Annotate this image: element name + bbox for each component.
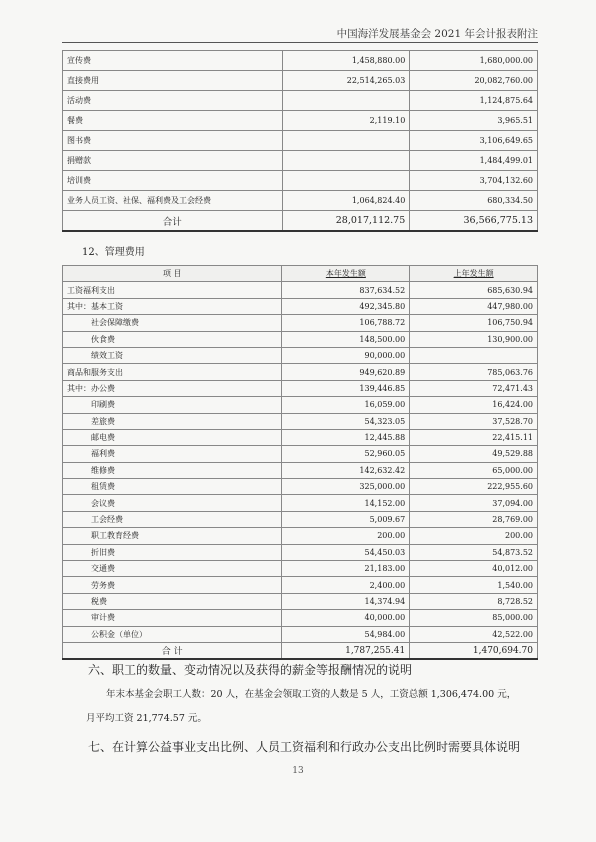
- table-row: [63, 380, 538, 396]
- previous-year-cell: 3,106,649.65: [410, 131, 538, 151]
- item-cell: 绩效工资: [63, 347, 282, 363]
- previous-year-cell: [410, 347, 538, 363]
- table-row: [63, 561, 538, 577]
- current-year-cell: 14,374.94: [282, 593, 410, 609]
- previous-year-cell: 680,334.50: [410, 191, 538, 211]
- header-previous: 上年发生额: [410, 266, 538, 282]
- previous-year-cell: 37,528.70: [410, 413, 538, 429]
- table-row: [63, 131, 538, 151]
- table-row: [63, 171, 538, 191]
- table-row: [63, 610, 538, 626]
- table-row: [63, 429, 538, 445]
- table-row: [63, 298, 538, 314]
- item-cell: 商品和服务支出: [63, 364, 282, 380]
- current-year-cell: 148,500.00: [282, 331, 410, 347]
- section-6-paragraph-cont: 月平均工资 21,774.57 元。: [86, 713, 207, 724]
- table-row: [63, 71, 538, 91]
- current-year-cell: 5,009.67: [282, 511, 410, 527]
- item-cell: 伙食费: [63, 331, 282, 347]
- total-current: 28,017,112.75: [282, 211, 410, 232]
- table-row: [63, 191, 538, 211]
- current-year-cell: 949,620.89: [282, 364, 410, 380]
- current-year-cell: 54,450.03: [282, 544, 410, 560]
- table-row: [63, 347, 538, 363]
- previous-year-cell: 54,873.52: [410, 544, 538, 560]
- current-year-cell: 12,445.88: [282, 429, 410, 445]
- item-cell: 图书费: [63, 131, 283, 151]
- current-year-cell: [282, 131, 410, 151]
- previous-year-cell: 37,094.00: [410, 495, 538, 511]
- previous-year-cell: 49,529.88: [410, 446, 538, 462]
- item-cell: 培训费: [63, 171, 283, 191]
- management-expense-table: [62, 265, 538, 660]
- total-label: 合 计: [63, 642, 282, 659]
- current-year-cell: 14,152.00: [282, 495, 410, 511]
- current-year-cell: 1,458,880.00: [282, 51, 410, 71]
- current-year-cell: 837,634.52: [282, 282, 410, 298]
- current-year-cell: 90,000.00: [282, 347, 410, 363]
- section-6-heading: 六、职工的数量、变动情况以及获得的薪金等报酬情况的说明: [88, 663, 413, 677]
- total-previous: 1,470,694.70: [410, 642, 538, 659]
- current-year-cell: 200.00: [282, 528, 410, 544]
- previous-year-cell: 130,900.00: [410, 331, 538, 347]
- current-year-cell: 325,000.00: [282, 479, 410, 495]
- previous-year-cell: 3,965.51: [410, 111, 538, 131]
- item-cell: 折旧费: [63, 544, 282, 560]
- previous-year-cell: 1,540.00: [410, 577, 538, 593]
- current-year-cell: 142,632.42: [282, 462, 410, 478]
- table-row: [63, 528, 538, 544]
- current-year-cell: [282, 151, 410, 171]
- current-year-cell: 52,960.05: [282, 446, 410, 462]
- table-row: [63, 462, 538, 478]
- item-cell: 邮电费: [63, 429, 282, 445]
- item-cell: 福利费: [63, 446, 282, 462]
- previous-year-cell: 1,124,875.64: [410, 91, 538, 111]
- table-row: [63, 51, 538, 71]
- page-header: 中国海洋发展基金会 2021 年会计报表附注: [336, 28, 538, 40]
- item-cell: 社会保障缴费: [63, 315, 282, 331]
- current-year-cell: 2,400.00: [282, 577, 410, 593]
- item-cell: 印刷费: [63, 397, 282, 413]
- table-row: [63, 91, 538, 111]
- item-cell: 维修费: [63, 462, 282, 478]
- item-cell: 职工教育经费: [63, 528, 282, 544]
- header-current: 本年发生额: [282, 266, 410, 282]
- previous-year-cell: 1,484,499.01: [410, 151, 538, 171]
- item-cell: 捐赠款: [63, 151, 283, 171]
- item-cell: 直接费用: [63, 71, 283, 91]
- table-row: [63, 511, 538, 527]
- table-header-row: [63, 266, 538, 282]
- table-row: [63, 282, 538, 298]
- table-row: [63, 397, 538, 413]
- previous-year-cell: 42,522.00: [410, 626, 538, 642]
- table-row: [63, 577, 538, 593]
- item-cell: 宣传费: [63, 51, 283, 71]
- previous-year-cell: 785,063.76: [410, 364, 538, 380]
- current-year-cell: 139,446.85: [282, 380, 410, 396]
- previous-year-cell: 72,471.43: [410, 380, 538, 396]
- previous-year-cell: 40,012.00: [410, 561, 538, 577]
- current-year-cell: 54,323.05: [282, 413, 410, 429]
- current-year-cell: 2,119.10: [282, 111, 410, 131]
- total-label: 合计: [63, 211, 283, 232]
- previous-year-cell: 1,680,000.00: [410, 51, 538, 71]
- table-row: [63, 446, 538, 462]
- total-row: [63, 642, 538, 659]
- table-row: [63, 593, 538, 609]
- previous-year-cell: 8,728.52: [410, 593, 538, 609]
- item-cell: 业务人员工资、社保、福利费及工会经费: [63, 191, 283, 211]
- table-row: [63, 111, 538, 131]
- current-year-cell: 21,183.00: [282, 561, 410, 577]
- item-cell: 税费: [63, 593, 282, 609]
- total-current: 1,787,255.41: [282, 642, 410, 659]
- previous-year-cell: 65,000.00: [410, 462, 538, 478]
- previous-year-cell: 200.00: [410, 528, 538, 544]
- previous-year-cell: 447,980.00: [410, 298, 538, 314]
- item-cell: 劳务费: [63, 577, 282, 593]
- current-year-cell: 492,345.80: [282, 298, 410, 314]
- previous-year-cell: 106,750.94: [410, 315, 538, 331]
- table-row: [63, 626, 538, 642]
- section-7-heading: 七、在计算公益事业支出比例、人员工资福利和行政办公支出比例时需要具体说明: [88, 740, 521, 754]
- item-cell: 审计费: [63, 610, 282, 626]
- current-year-cell: 22,514,265.03: [282, 71, 410, 91]
- section-6-paragraph: 年末本基金会职工人数：20 人，在基金会领取工资的人数是 5 人，工资总额 1,306,474.00 元，: [106, 689, 517, 700]
- table-row: [63, 364, 538, 380]
- previous-year-cell: 85,000.00: [410, 610, 538, 626]
- table-row: [63, 544, 538, 560]
- item-cell: 其中：办公费: [63, 380, 282, 396]
- table-row: [63, 495, 538, 511]
- item-cell: 餐费: [63, 111, 283, 131]
- current-year-cell: 1,064,824.40: [282, 191, 410, 211]
- item-cell: 工会经费: [63, 511, 282, 527]
- current-year-cell: 106,788.72: [282, 315, 410, 331]
- item-cell: 租赁费: [63, 479, 282, 495]
- current-year-cell: 16,059.00: [282, 397, 410, 413]
- item-cell: 工资福利支出: [63, 282, 282, 298]
- table-row: [63, 331, 538, 347]
- header-rule: [62, 42, 538, 43]
- total-previous: 36,566,775.13: [410, 211, 538, 232]
- previous-year-cell: 222,955.60: [410, 479, 538, 495]
- previous-year-cell: 16,424.00: [410, 397, 538, 413]
- total-row: [63, 211, 538, 232]
- page-number: 13: [292, 766, 304, 776]
- current-year-cell: 54,984.00: [282, 626, 410, 642]
- current-year-cell: [282, 171, 410, 191]
- current-year-cell: [282, 91, 410, 111]
- current-year-cell: 40,000.00: [282, 610, 410, 626]
- previous-year-cell: 22,415.11: [410, 429, 538, 445]
- expense-table-continued: [62, 50, 538, 232]
- table-row: [63, 413, 538, 429]
- table-row: [63, 151, 538, 171]
- previous-year-cell: 685,630.94: [410, 282, 538, 298]
- table-row: [63, 479, 538, 495]
- previous-year-cell: 3,704,132.60: [410, 171, 538, 191]
- item-cell: 其中：基本工资: [63, 298, 282, 314]
- section-12-title: 12、管理费用: [82, 247, 145, 258]
- item-cell: 差旅费: [63, 413, 282, 429]
- table-row: [63, 315, 538, 331]
- item-cell: 公积金（单位）: [63, 626, 282, 642]
- header-item: 项 目: [63, 266, 282, 282]
- item-cell: 会议费: [63, 495, 282, 511]
- item-cell: 交通费: [63, 561, 282, 577]
- item-cell: 活动费: [63, 91, 283, 111]
- previous-year-cell: 28,769.00: [410, 511, 538, 527]
- previous-year-cell: 20,082,760.00: [410, 71, 538, 91]
